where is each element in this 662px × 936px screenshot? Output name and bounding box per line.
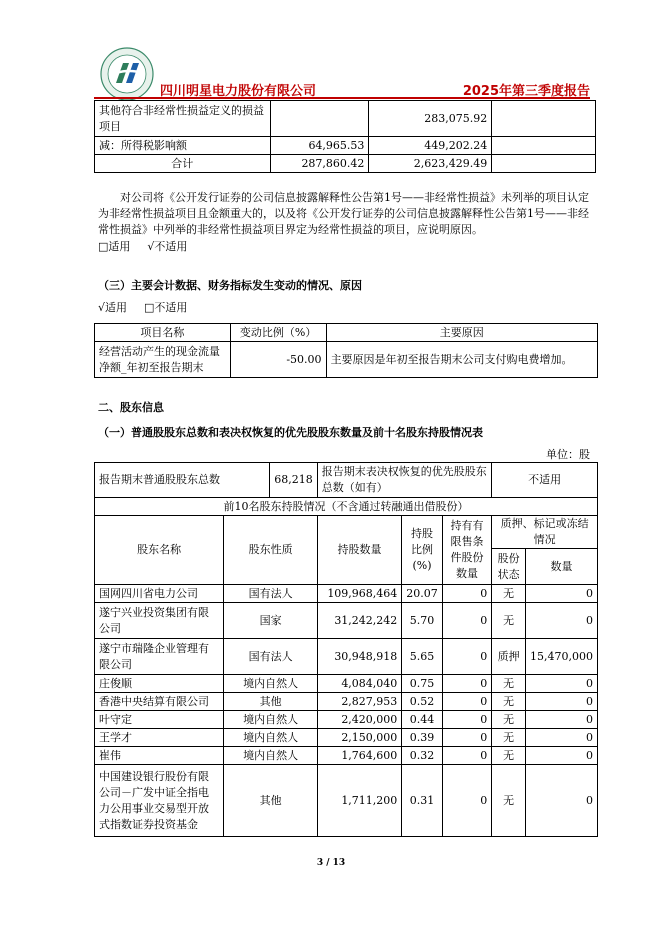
ratio-cell: 5.65: [402, 639, 443, 675]
shares-cell: 109,968,464: [317, 585, 402, 603]
status-cell: 无: [492, 765, 526, 837]
current-cell: 287,860.42: [270, 155, 369, 173]
company-name: 四川明星电力股份有限公司: [160, 84, 317, 99]
header-rule: [94, 97, 590, 99]
status-cell: 无: [492, 585, 526, 603]
option-not-applicable: √不适用: [147, 240, 188, 253]
qty-cell: 0: [525, 603, 597, 639]
nature-cell: 国有法人: [224, 639, 317, 675]
header-cell: 持股数量: [317, 516, 402, 585]
item-cell: 其他符合非经常性损益定义的损益项目: [95, 101, 271, 137]
qty-cell: 0: [525, 675, 597, 693]
restricted-cell: 0: [442, 639, 491, 675]
table-row: [95, 675, 598, 693]
note-cell: [492, 155, 596, 173]
table-row: [95, 639, 598, 675]
nature-cell: 国有法人: [224, 585, 317, 603]
table-header-row: [95, 516, 598, 549]
qty-cell: 0: [525, 711, 597, 729]
ytd-cell: 2,623,429.49: [369, 155, 492, 173]
ratio-cell: 20.07: [402, 585, 443, 603]
status-cell: 无: [492, 711, 526, 729]
qty-cell: 0: [525, 693, 597, 711]
item-cell: 经营活动产生的现金流量净额_年初至报告期末: [95, 342, 231, 378]
table-row: [95, 342, 598, 378]
item-cell: 合计: [95, 155, 271, 173]
shares-cell: 2,150,000: [317, 729, 402, 747]
shares-cell: 30,948,918: [317, 639, 402, 675]
shares-cell: 1,764,600: [317, 747, 402, 765]
section3-options: [98, 299, 187, 315]
page-number: 3 / 13: [316, 858, 346, 868]
note-cell: [492, 101, 596, 137]
restricted-cell: 0: [442, 747, 491, 765]
ratio-cell: 0.52: [402, 693, 443, 711]
ratio-cell: 0.75: [402, 675, 443, 693]
status-cell: 无: [492, 675, 526, 693]
preferred-value-cell: 不适用: [492, 463, 598, 498]
name-cell: 叶守定: [95, 711, 224, 729]
option-not-applicable: □不适用: [144, 301, 188, 314]
table-row: [95, 585, 598, 603]
name-cell: 崔伟: [95, 747, 224, 765]
option-applicable: √适用: [98, 301, 128, 314]
nature-cell: 国家: [224, 603, 317, 639]
ytd-cell: 449,202.24: [369, 137, 492, 155]
section-title: 二、股东信息: [98, 401, 164, 414]
name-cell: 香港中央结算有限公司: [95, 693, 224, 711]
restricted-cell: 0: [442, 693, 491, 711]
shares-cell: 31,242,242: [317, 603, 402, 639]
restricted-cell: 0: [442, 729, 491, 747]
status-cell: 无: [492, 729, 526, 747]
table-row: [95, 101, 596, 137]
header-cell: 持有有限售条件股份数量: [442, 516, 491, 585]
restricted-cell: 0: [442, 675, 491, 693]
name-cell: 遂宁市瑞隆企业管理有限公司: [95, 639, 224, 675]
ratio-cell: 5.70: [402, 603, 443, 639]
table-row: [95, 693, 598, 711]
item-cell: 减：所得税影响额: [95, 137, 271, 155]
note-cell: [492, 137, 596, 155]
table-row: [95, 747, 598, 765]
table-header-row: [95, 324, 598, 342]
table-row: [95, 603, 598, 639]
status-cell: 无: [492, 603, 526, 639]
status-cell: 无: [492, 693, 526, 711]
ytd-cell: 283,075.92: [369, 101, 492, 137]
preferred-label-cell: 报告期末表决权恢复的优先股股东总数（如有）: [317, 463, 491, 498]
ratio-cell: 0.31: [402, 765, 443, 837]
name-cell: 庄俊顺: [95, 675, 224, 693]
name-cell: 遂宁兴业投资集团有限公司: [95, 603, 224, 639]
header-cell: 持股比例(%): [402, 516, 443, 585]
table-row: [95, 711, 598, 729]
header-cell: 股东性质: [224, 516, 317, 585]
current-cell: 64,965.53: [270, 137, 369, 155]
shareholder-table: [94, 462, 598, 837]
report-title: 2025年第三季度报告: [462, 84, 590, 99]
table-row: [95, 729, 598, 747]
table-row: [95, 155, 596, 173]
header-cell: 变动比例（%）: [230, 324, 326, 342]
status-cell: 质押: [492, 639, 526, 675]
header-cell: 主要原因: [326, 324, 597, 342]
nature-cell: 境内自然人: [224, 711, 317, 729]
name-cell: 王学才: [95, 729, 224, 747]
summary-row: [95, 463, 598, 498]
restricted-cell: 0: [442, 765, 491, 837]
explanation-options: [98, 238, 187, 254]
option-applicable: □适用: [98, 240, 131, 253]
ratio-cell: -50.00: [230, 342, 326, 378]
nature-cell: 境内自然人: [224, 675, 317, 693]
nature-cell: 境内自然人: [224, 729, 317, 747]
section-title: （三）主要会计数据、财务指标发生变动的情况、原因: [98, 279, 362, 292]
restricted-cell: 0: [442, 585, 491, 603]
restricted-cell: 0: [442, 711, 491, 729]
nonrecurring-table: [94, 100, 596, 173]
current-cell: [270, 101, 369, 137]
qty-cell: 0: [525, 585, 597, 603]
ratio-cell: 0.39: [402, 729, 443, 747]
header-cell: 股东名称: [95, 516, 224, 585]
restricted-cell: 0: [442, 603, 491, 639]
total-label-cell: 报告期末普通股股东总数: [95, 463, 270, 498]
ratio-cell: 0.32: [402, 747, 443, 765]
qty-cell: 0: [525, 747, 597, 765]
company-logo: [99, 46, 155, 102]
shares-cell: 1,711,200: [317, 765, 402, 837]
header-cell: 质押、标记或冻结情况: [492, 516, 598, 549]
unit-label: 单位：股: [546, 448, 590, 461]
shares-cell: 2,420,000: [317, 711, 402, 729]
subsection-title: （一）普通股股东总数和表决权恢复的优先股股东数量及前十名股东持股情况表: [98, 426, 483, 439]
qty-cell: 0: [525, 729, 597, 747]
table-row: [95, 137, 596, 155]
header-cell: 项目名称: [95, 324, 231, 342]
qty-cell: 15,470,000: [525, 639, 597, 675]
nature-cell: 其他: [224, 693, 317, 711]
top10-title-cell: 前10名股东持股情况（不含通过转融通出借股份）: [95, 498, 598, 516]
top10-title-row: [95, 498, 598, 516]
explanation-paragraph: 对公司将《公开发行证券的公司信息披露解释性公告第1号——非经常性损益》未列举的项目认定为非经常性损益项目且金额重大的，以及将《公开发行证券的公司信息披露解释性公告第1号——非经常性损益》中列举的非经常性损益项目界定为经常性损益的项目，应说明原因。: [98, 191, 589, 236]
qty-cell: 0: [525, 765, 597, 837]
nature-cell: 境内自然人: [224, 747, 317, 765]
ratio-cell: 0.44: [402, 711, 443, 729]
table-row: [95, 765, 598, 837]
reason-cell: 主要原因是年初至报告期末公司支付购电费增加。: [326, 342, 597, 378]
shares-cell: 2,827,953: [317, 693, 402, 711]
header-cell: 数量: [525, 549, 597, 585]
changes-table: [94, 323, 598, 378]
header-cell: 股份状态: [492, 549, 526, 585]
name-cell: 国网四川省电力公司: [95, 585, 224, 603]
shares-cell: 4,084,040: [317, 675, 402, 693]
status-cell: 无: [492, 747, 526, 765]
name-cell: 中国建设银行股份有限公司－广发中证全指电力公用事业交易型开放式指数证券投资基金: [95, 765, 224, 837]
nature-cell: 其他: [224, 765, 317, 837]
total-value-cell: 68,218: [270, 463, 318, 498]
